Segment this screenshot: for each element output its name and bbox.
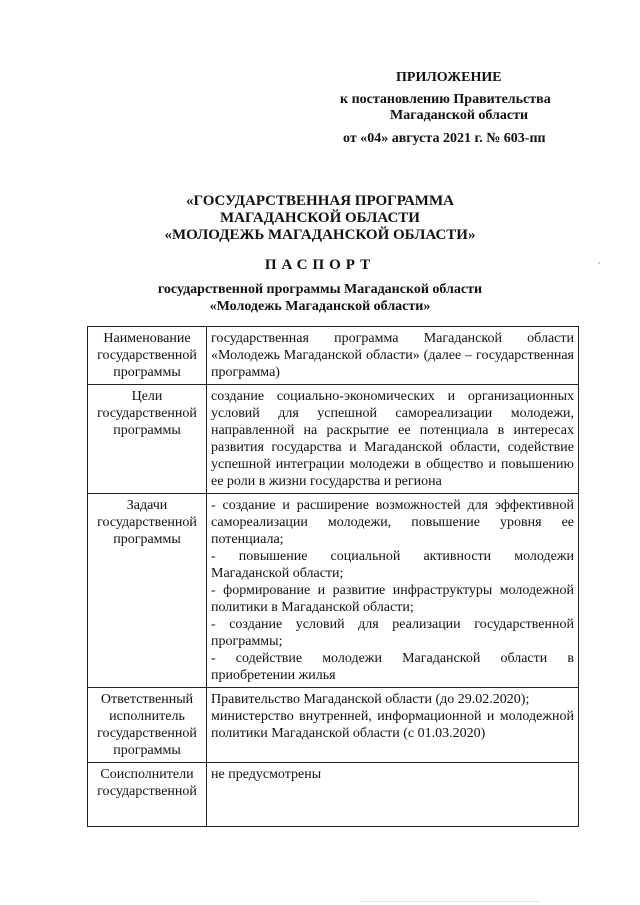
task-item: - повышение социальной активности молодежи Магаданской области;	[211, 549, 574, 581]
table-row	[88, 494, 579, 688]
appendix-title: ПРИЛОЖЕНИЕ	[396, 70, 502, 85]
program-title-line-1: «ГОСУДАРСТВЕННАЯ ПРОГРАММА	[186, 193, 454, 209]
scan-speck	[598, 262, 600, 264]
resolution-line-2: Магаданской области	[390, 108, 529, 123]
passport-subtitle-line-1: государственной программы Магаданской области	[157, 282, 483, 297]
row-value-goals	[207, 385, 579, 494]
row-value-coexecutors-text: не предусмотрены	[211, 767, 322, 782]
task-item: - содействие молодежи Магаданской области в приобретении жилья	[211, 651, 574, 683]
row-label-tasks: Задачи государственной программы	[88, 494, 207, 688]
row-label-executor: Ответственный исполнитель государственной программы	[88, 688, 207, 763]
passport-table	[87, 326, 579, 827]
table-row	[88, 385, 579, 494]
row-label-name: Наименование государственной программы	[88, 327, 207, 385]
passport-subtitle-line-2: «Молодежь Магаданской области»	[209, 299, 431, 314]
resolution-date: от «04» августа 2021 г. № 603-пп	[343, 131, 546, 146]
task-item: - создание и расширение возможностей для эффективной самореализации молодежи, повышение уровня ее потенциала;	[211, 498, 574, 547]
table-row	[88, 327, 579, 385]
program-title	[0, 193, 640, 244]
table-row	[88, 688, 579, 763]
row-label-goals: Цели государственной программы	[88, 385, 207, 494]
row-value-name-text: государственная программа Магаданской области «Молодежь Магаданской области» (далее – государственная программа)	[211, 331, 574, 380]
executor-item: Правительство Магаданской области (до 29.02.2020);	[211, 692, 530, 707]
program-title-line-3: «МОЛОДЕЖЬ МАГАДАНСКОЙ ОБЛАСТИ»	[164, 227, 476, 243]
row-value-goals-text: создание социально-экономических и организационных условий для успешной самореализации молодежи, направленной на раскрытие ее потенциала в интересах развития государства и Магаданской области, содействие успешной интеграции молодежи в общество и повышению ее роли в жизни государства и региона	[211, 389, 574, 489]
task-item: - создание условий для реализации государственной программы;	[211, 617, 574, 649]
row-value-coexecutors	[207, 763, 579, 827]
passport-subtitle	[0, 281, 640, 315]
row-value-executor	[207, 688, 579, 763]
row-value-name	[207, 327, 579, 385]
scan-edge-line	[360, 901, 540, 902]
row-value-tasks	[207, 494, 579, 688]
task-item: - формирование и развитие инфраструктуры молодежной политики в Магаданской области;	[211, 583, 574, 615]
passport-heading: ПАСПОРТ	[264, 257, 376, 273]
table-row	[88, 763, 579, 827]
program-title-line-2: МАГАДАНСКОЙ ОБЛАСТИ	[220, 210, 420, 226]
resolution-line-1: к постановлению Правительства	[340, 92, 551, 107]
executor-item: министерство внутренней, информационной и молодежной политики Магаданской области (с 01.03.2020)	[211, 709, 574, 741]
row-label-coexecutors: Соисполнители государственной	[88, 763, 207, 827]
